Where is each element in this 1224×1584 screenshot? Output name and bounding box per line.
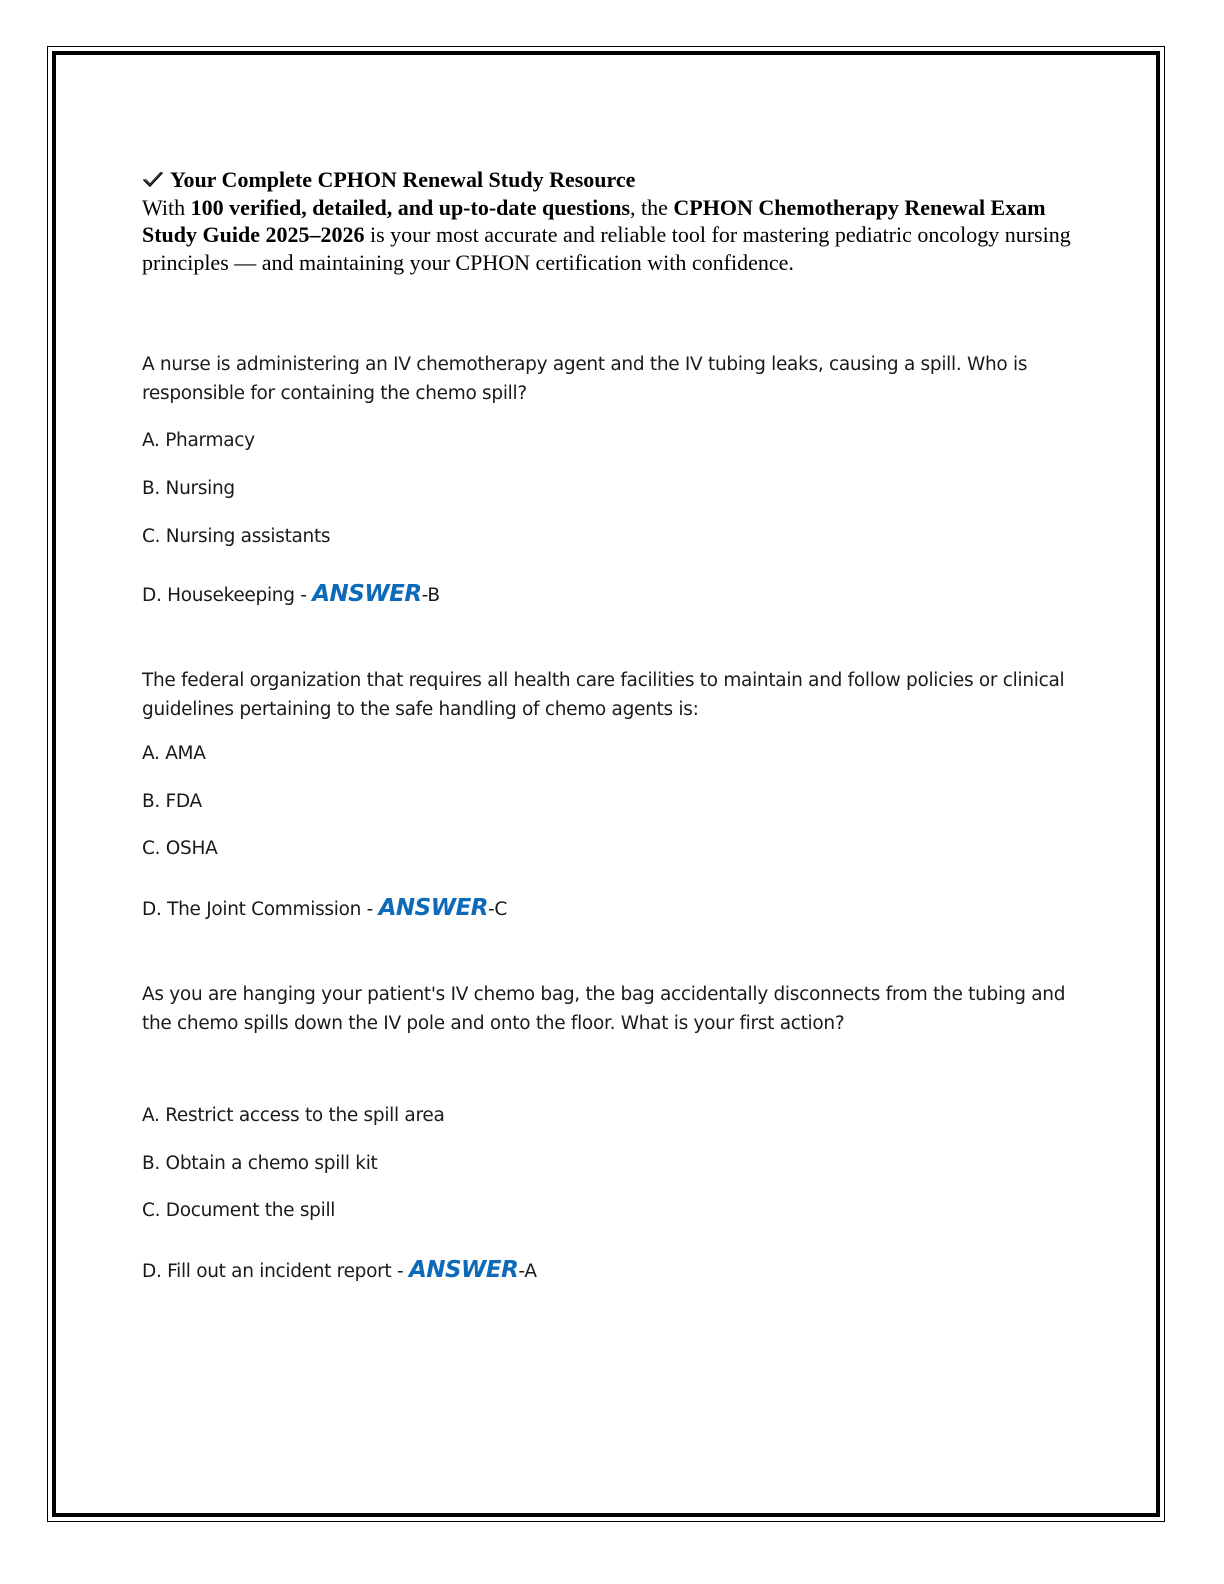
option-b: B. Obtain a chemo spill kit xyxy=(142,1153,378,1174)
question-stem: As you are hanging your patient's IV chemo bag, the bag accidentally disconnects from the tubing and the chemo spills down the IV pole and onto the floor. What is your first action? xyxy=(142,984,1066,1034)
option-b: B. FDA xyxy=(142,791,202,812)
option-d xyxy=(142,582,440,608)
option-b: B. Nursing xyxy=(142,478,235,499)
answer-keyword: ANSWER xyxy=(408,1257,519,1283)
option-d-text: D. Housekeeping - xyxy=(142,585,313,606)
answer-value: -B xyxy=(421,585,440,606)
answer-value: -C xyxy=(488,899,507,920)
answer-keyword: ANSWER xyxy=(312,581,422,607)
intro-text-3: is your most accurate and reliable tool for mastering pediatric oncology nursing principles — and maintaining your CPHON certification with confidence. xyxy=(142,222,1071,275)
check-icon xyxy=(142,171,164,189)
intro-bold-2: CPHON Chemotherapy Renewal Exam Study Guide 2025–2026 xyxy=(142,194,1046,247)
option-c: C. Document the spill xyxy=(142,1200,336,1221)
question-1 xyxy=(142,350,1072,607)
intro-heading-text: Your Complete CPHON Renewal Study Resource xyxy=(170,167,636,192)
option-d-text: D. Fill out an incident report - xyxy=(142,1261,409,1282)
option-a: A. Pharmacy xyxy=(142,430,255,451)
intro-paragraph xyxy=(142,194,1072,277)
question-stem: The federal organization that requires all health care facilities to maintain and follow policies or clinical guidelines pertaining to the safe handling of chemo agents is: xyxy=(142,670,1065,720)
question-2 xyxy=(142,666,1072,921)
option-d xyxy=(142,1258,537,1284)
question-stem: A nurse is administering an IV chemotherapy agent and the IV tubing leaks, causing a spill. Who is responsible for containing the chemo spill? xyxy=(142,354,1028,404)
answer-value: -A xyxy=(518,1261,537,1282)
option-c: C. OSHA xyxy=(142,838,218,859)
intro-text-1: With xyxy=(142,194,191,220)
option-a: A. Restrict access to the spill area xyxy=(142,1105,445,1126)
option-a: A. AMA xyxy=(142,743,206,764)
option-c: C. Nursing assistants xyxy=(142,526,331,547)
intro-section xyxy=(142,166,1072,276)
intro-heading xyxy=(142,166,1072,194)
option-d-text: D. The Joint Commission - xyxy=(142,899,379,920)
intro-bold-1: 100 verified, detailed, and up-to-date questions xyxy=(190,194,631,220)
option-d xyxy=(142,896,507,922)
answer-keyword: ANSWER xyxy=(378,895,488,921)
intro-text-2: , the xyxy=(630,194,674,220)
question-3 xyxy=(142,980,1072,1283)
